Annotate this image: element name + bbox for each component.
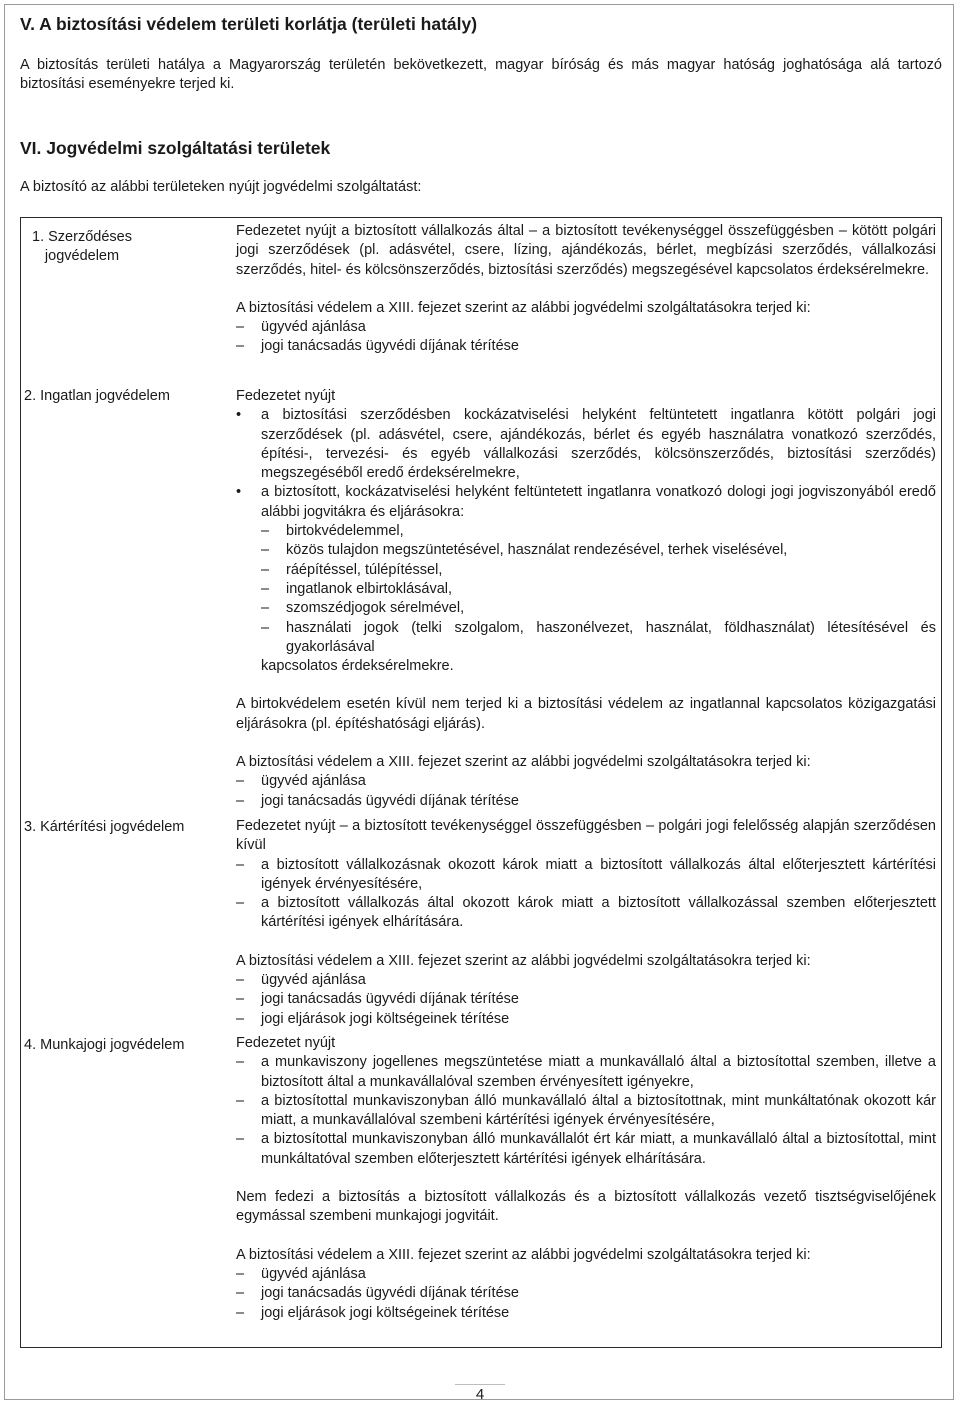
row-1-content bbox=[236, 222, 936, 357]
service-item: – ügyvéd ajánlása bbox=[236, 972, 366, 989]
row-3-services-intro: A biztosítási védelem a XIII. fejezet szerint az alábbi jogvédelmi szolgáltatásokra terjed ki: bbox=[236, 952, 811, 969]
row-1-text: Fedezetet nyújt a biztosított vállalkozás által – a biztosított tevékenységgel összefüggésben – kötött polgári jogi szerződések (pl. adásvétel, csere, lízing, ajándékozás, bérlet, megbízási szerződés, vállalkozási szerződés, hitel- és kölcsönszerződés, biztosítási szerződés) megszegésével kapcsolatos érdeksérelmekre. bbox=[236, 223, 936, 278]
sub-item: – szomszédjogok sérelmével, bbox=[261, 600, 465, 617]
service-item: – ügyvéd ajánlása bbox=[236, 318, 936, 337]
list-item: – a munkaviszony jogellenes megszüntetése miatt a munkavállaló által a biztosítottal szemben, illetve a biztosított által a munkavállalóval szemben érvényesített igényekre, bbox=[236, 1054, 936, 1090]
service-item: – jogi tanácsadás ügyvédi díjának térítése bbox=[236, 792, 519, 809]
sub-item: – ingatlanok elbirtoklásával, bbox=[261, 580, 453, 597]
bullet-item: • a biztosított, kockázatviselési helyként feltüntetett ingatlanra vonatkozó dologi jogi jogviszonyából eredő alábbi jogvitákra és eljárásokra: bbox=[236, 484, 936, 520]
service-item: – ügyvéd ajánlása bbox=[236, 773, 366, 790]
service-item: – jogi tanácsadás ügyvédi díjának térítése bbox=[236, 1285, 519, 1302]
section-5-text: A biztosítás területi hatálya a Magyarország területén bekövetkezett, magyar bíróság és más magyar hatóság joghatósága alá tartozó biztosítási eseményekre terjed ki. bbox=[20, 57, 942, 93]
row-2-intro: Fedezetet nyújt bbox=[236, 388, 336, 404]
service-item: – ügyvéd ajánlása bbox=[236, 1265, 366, 1282]
bullet-item: • a biztosítási szerződésben kockázatviselési helyként feltüntetett ingatlanra kötött polgári jogi szerződések (pl. adásvétel, csere, ajándékozás, bérlet és egyéb használatra vonatkozó szerződés, építési-, tervezési- és egyéb vállalkozási szerződés, kölcsönszerződés, biztosítási szerződés) megszegéséből eredő érdeksérelmekre, bbox=[236, 407, 936, 482]
row-1-services-intro: A biztosítási védelem a XIII. fejezet szerint az alábbi jogvédelmi szolgáltatásokra terjed ki: bbox=[236, 299, 811, 316]
list-item: – a biztosított vállalkozásnak okozott károk miatt a biztosított vállalkozás által előterjesztett kártérítési igények érvényesítésére, bbox=[236, 856, 936, 892]
bullet-marker: • bbox=[236, 407, 242, 424]
page-number: 4 bbox=[475, 1386, 485, 1403]
list-item: – a biztosított vállalkozás által okozott károk miatt a biztosított vállalkozással szemben előterjesztett kártérítési igények elhárítására. bbox=[236, 895, 936, 931]
row-3-content bbox=[236, 817, 936, 1029]
service-item: – jogi eljárások jogi költségeinek térítése bbox=[236, 1010, 510, 1027]
service-item: – jogi eljárások jogi költségeinek térítése bbox=[236, 1304, 510, 1321]
row-1-label bbox=[22, 228, 142, 267]
row-2-label: 2. Ingatlan jogvédelem bbox=[24, 388, 170, 404]
row-2-services-intro: A biztosítási védelem a XIII. fejezet szerint az alábbi jogvédelmi szolgáltatásokra terjed ki: bbox=[236, 754, 811, 771]
bullet-marker: • bbox=[236, 484, 242, 501]
row-4-content bbox=[236, 1034, 936, 1323]
row-2-content bbox=[236, 387, 936, 811]
row-2-closing: kapcsolatos érdeksérelmekre. bbox=[261, 658, 454, 675]
dash-marker: – bbox=[236, 319, 245, 336]
service-item: – jogi tanácsadás ügyvédi díjának térítése bbox=[236, 337, 936, 356]
sub-item: – birtokvédelemmel, bbox=[261, 523, 404, 540]
row-4-services-intro: A biztosítási védelem a XIII. fejezet szerint az alábbi jogvédelmi szolgáltatásokra terjed ki: bbox=[236, 1246, 811, 1263]
service-item: – jogi tanácsadás ügyvédi díjának térítése bbox=[236, 991, 519, 1008]
section-5-heading: V. A biztosítási védelem területi korlátja (területi hatály) bbox=[20, 14, 478, 34]
page-number-rule bbox=[455, 1384, 505, 1385]
row-4-note: Nem fedezi a biztosítás a biztosított vállalkozás és a biztosított vállalkozás vezető tisztségviselőjének egymással szembeni munkajogi jogvitáit. bbox=[236, 1189, 936, 1225]
sub-item: – használati jogok (telki szolgalom, haszonélvezet, használat, földhasználat) létesítésével és gyakorlásával bbox=[261, 619, 936, 655]
list-item: – a biztosítottal munkaviszonyban álló munkavállaló által a biztosítottnak, mint munkáltatónak okozott kár miatt, a munkavállalóval szembeni kártérítési igények érvényesítésére, bbox=[236, 1092, 936, 1129]
section-6-heading: VI. Jogvédelmi szolgáltatási területek bbox=[20, 138, 331, 158]
dash-marker: – bbox=[236, 338, 245, 355]
section-6-intro: A biztosító az alábbi területeken nyújt jogvédelmi szolgáltatást: bbox=[20, 179, 422, 195]
sub-item: – közös tulajdon megszüntetésével, használat rendezésével, terhek viselésével, bbox=[261, 542, 788, 559]
row-4-label: 4. Munkajogi jogvédelem bbox=[24, 1037, 185, 1053]
list-item: – a biztosítottal munkaviszonyban álló munkavállalót ért kár miatt, a munkavállaló által a biztosítottal, mint munkáltatóval szemben előterjesztett kártérítési igények elhárítására. bbox=[236, 1131, 936, 1167]
row-3-intro: Fedezetet nyújt – a biztosított tevékenységgel összefüggésben – polgári jogi felelősség alapján szerződésen kívül bbox=[236, 818, 936, 854]
row-4-intro: Fedezetet nyújt bbox=[236, 1035, 336, 1051]
row-3-label: 3. Kártérítési jogvédelem bbox=[24, 819, 185, 835]
sub-item: – ráépítéssel, túlépítéssel, bbox=[261, 561, 443, 578]
row-1-label-line2: jogvédelem bbox=[44, 248, 120, 265]
row-1-label-line1: 1. Szerződéses bbox=[32, 229, 132, 245]
row-2-note: A birtokvédelem esetén kívül nem terjed ki a biztosítási védelem az ingatlannal kapcsolatos közigazgatási eljárásokra (pl. építéshatósági eljárás). bbox=[236, 696, 936, 732]
